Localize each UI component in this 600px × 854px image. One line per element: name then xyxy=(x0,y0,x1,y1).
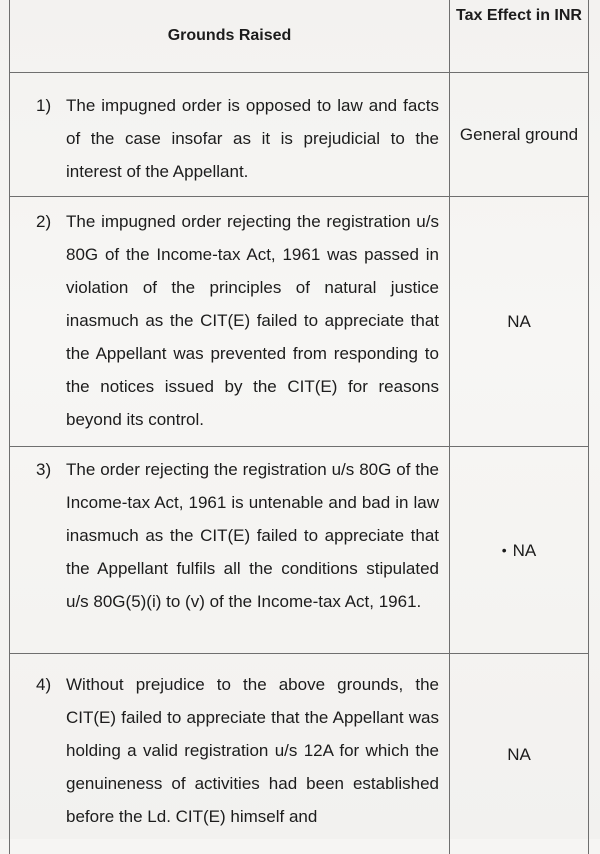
table-row xyxy=(10,447,588,654)
tax-effect-value: NA xyxy=(507,312,531,331)
bullet-dot-icon: • xyxy=(501,541,507,558)
ground-number: 1) xyxy=(36,96,52,115)
ground-number: 2) xyxy=(36,212,52,231)
table-header-row xyxy=(10,0,588,73)
ground-text: Without prejudice to the above grounds, the CIT(E) failed to appreciate that the Appellant was holding a valid registration u/s 12A for which the genuineness of activities had been established before the Ld. CIT(E) himself and xyxy=(66,675,439,826)
tax-effect-header: Tax Effect in INR xyxy=(456,7,582,24)
ground-text: The order rejecting the registration u/s 80G of the Income-tax Act, 1961 is untenable and bad in law inasmuch as the CIT(E) failed to appreciate that the Appellant fulfils all the conditions stipulated u/s 80G(5)(i) to (v) of the Income-tax Act, 1961. xyxy=(66,460,439,611)
grounds-table xyxy=(9,0,589,854)
ground-text: The impugned order is opposed to law and facts of the case insofar as it is prejudicial to the interest of the Appellant. xyxy=(66,96,439,181)
tax-effect-value: NA xyxy=(512,540,537,560)
table-row xyxy=(10,73,588,197)
ground-number: 3) xyxy=(36,460,52,479)
table-row xyxy=(10,197,588,447)
table-row xyxy=(10,654,588,854)
ground-number: 4) xyxy=(36,675,52,694)
tax-effect-value: General ground xyxy=(459,125,579,144)
tax-effect-value: NA xyxy=(507,744,531,764)
grounds-raised-header: Grounds Raised xyxy=(10,0,450,72)
ground-text: The impugned order rejecting the registration u/s 80G of the Income-tax Act, 1961 was passed in violation of the principles of natural justice inasmuch as the CIT(E) failed to appreciate that the Appellant was prevented from responding to the notices issued by the CIT(E) for reasons beyond its control. xyxy=(66,212,439,429)
